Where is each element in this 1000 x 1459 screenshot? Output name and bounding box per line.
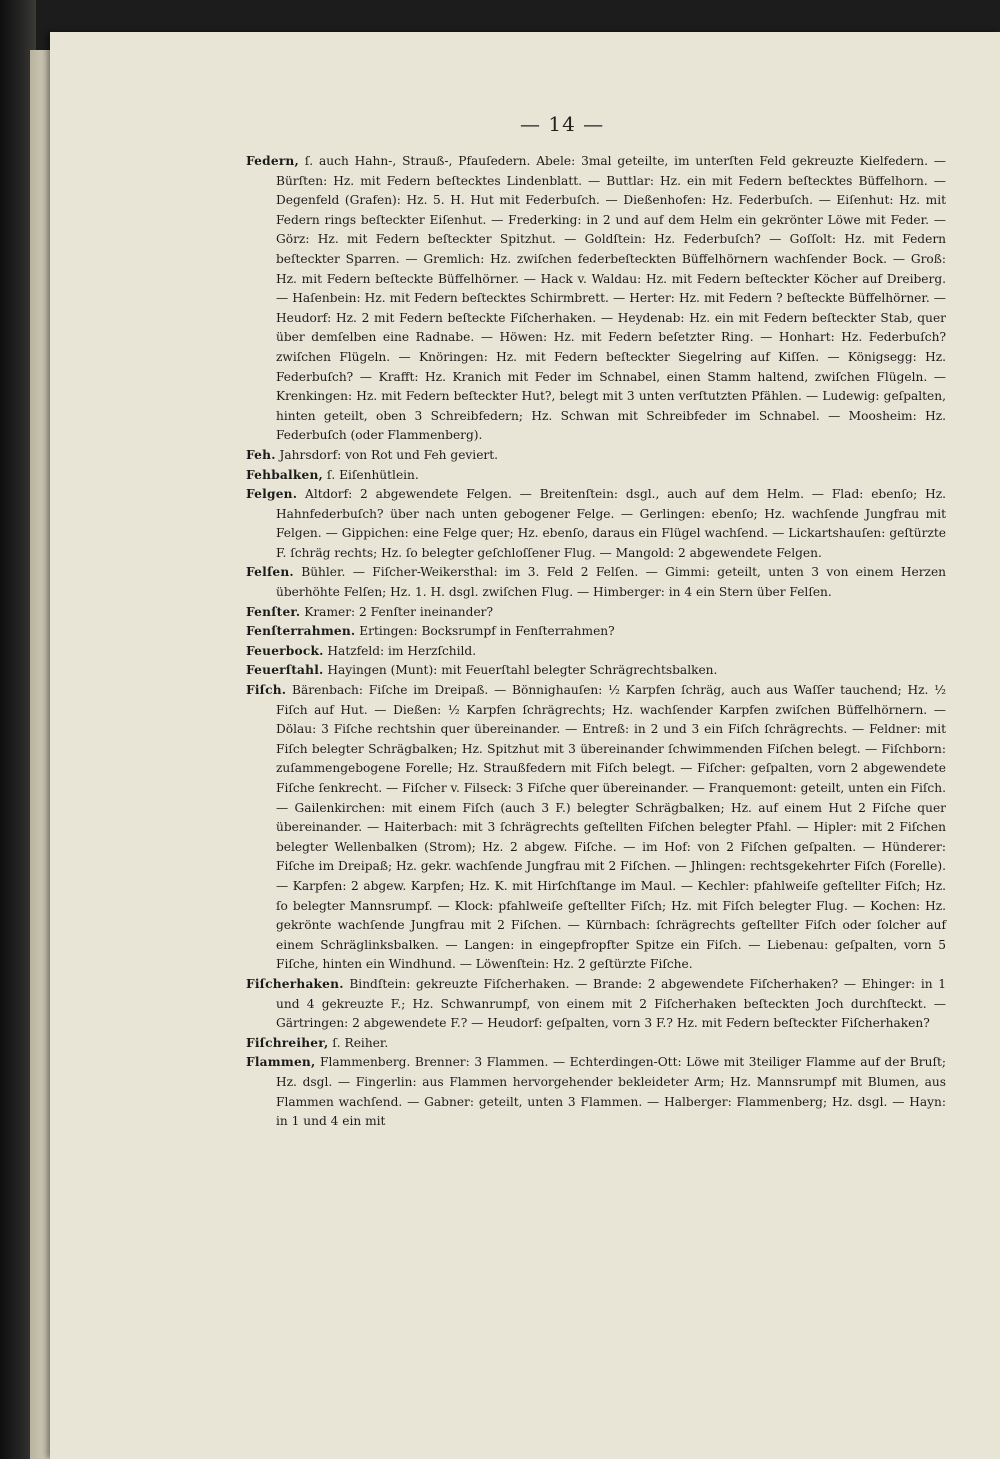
entry-fehbalken xyxy=(246,466,946,486)
entry-headword: Fenſterrahmen. xyxy=(246,624,356,639)
entry-feh xyxy=(246,446,946,466)
entry-headword: Feuerſtahl. xyxy=(246,663,324,678)
entry-headword: Felſen. xyxy=(246,565,294,580)
entry-headword: Fehbalken, xyxy=(246,467,323,482)
entry-headword: Flammen, xyxy=(246,1055,316,1070)
entry-flammen xyxy=(246,1053,946,1131)
entry-body: ſ. Eiſenhütlein. xyxy=(326,467,419,482)
entry-body: ſ. auch Hahn-, Strauß-, Pfauſedern. Abele: 3mal geteilte, im unterſten Feld gekreuzte Kielfedern. — Bürſten: Hz. mit Federn beſtecktes Lindenblatt. — Buttlar: Hz. ein mit Federn beſtecktes Büffelhorn. — Degenfeld (Grafen): Hz. 5. H. Hut mit Federbuſch. — Dießenhofen: Hz. Federbuſch. — Eiſenhut: Hz. mit Federn rings beſteckter Eiſenhut. — Frederking: in 2 und auf dem Helm ein gekrönter Löwe mit Feder. — Görz: Hz. mit Federn beſteckter Spitzhut. — Goldſtein: Hz. Federbuſch? — Goſſolt: Hz. mit Federn beſteckter Sparren. — Gremlich: Hz. zwiſchen federbeſteckten Büffelhörnern wachſender Bock. — Groß: Hz. mit Federn beſteckte Büffelhörner. — Hack v. Waldau: Hz. mit Federn beſteckter Köcher auf Dreiberg. — Haſenbein: Hz. mit Federn beſtecktes Schirmbrett. — Herter: Hz. mit Federn ? beſteckte Büffelhörner. — Heudorf: Hz. 2 mit Federn beſteckte Fiſcherhaken. — Heydenab: Hz. ein mit Federn beſteckter Stab, quer über demſelben eine Radnabe. — Höwen: Hz. mit Federn beſetzter Ring. — Honhart: Hz. Federbuſch? zwiſchen Flügeln. — Knöringen: Hz. mit Federn beſteckter Siegelring auf Kiſſen. — Königsegg: Hz. Federbuſch? — Krafft: Hz. Kranich mit Feder im Schnabel, einen Stamm haltend, zwiſchen Flügeln. — Krenkingen: Hz. mit Federn beſteckter Hut?, belegt mit 3 unten verſtutzten Pfählen. — Ludewig: geſpalten, hinten geteilt, oben 3 Schreibfedern; Hz. Schwan mit Schreibfeder im Schnabel. — Moosheim: Hz. Federbuſch (oder Flammenberg). xyxy=(276,154,946,443)
page-number: — 14 — xyxy=(520,112,605,136)
entry-felgen xyxy=(246,485,946,563)
entry-headword: Fiſchreiher, xyxy=(246,1035,329,1050)
entry-body: Hayingen (Munt): mit Feuerſtahl belegter Schrägrechtsbalken. xyxy=(327,663,718,678)
entry-fisch xyxy=(246,681,946,975)
entry-body: Hatzfeld: im Herzſchild. xyxy=(327,643,477,658)
entry-body: Bühler. — Fiſcher-Weikersthal: im 3. Feld 2 Felſen. — Gimmi: geteilt, unten 3 von einem Herzen überhöhte Felſen; Hz. 1. H. dsgl. zwiſchen Flug. — Himberger: in 4 ein Stern über Felſen. xyxy=(276,565,947,600)
entry-fensterrahmen xyxy=(246,622,946,642)
entry-feuerstahl xyxy=(246,661,946,681)
entry-body: Altdorf: 2 abgewendete Felgen. — Breitenſtein: dsgl., auch auf dem Helm. — Flad: ebenſo; Hz. Hahnfederbuſch? über nach unten gebogener Felge. — Gerlingen: ebenſo; Hz. wachſende Jungfrau mit Felgen. — Gippichen: eine Felge quer; Hz. ebenſo, daraus ein Flügel wachſend. — Lickartshauſen: geſtürzte F. ſchräg rechts; Hz. ſo belegter geſchloſſener Flug. — Mangold: 2 abgewendete Felgen. xyxy=(276,487,947,560)
entry-headword: Feuerbock. xyxy=(246,643,324,658)
entry-feuerbock xyxy=(246,642,946,662)
entry-headword: Fiſch. xyxy=(246,683,287,698)
entry-fenster xyxy=(246,603,946,623)
entry-body: Bindſtein: gekreuzte Fiſcherhaken. — Brande: 2 abgewendete Fiſcherhaken? — Ehinger: in 1 und 4 gekreuzte F.; Hz. Schwanrumpf, von einem mit 2 Fiſcherhaken beſteckten Joch durchſteckt. — Gärtringen: 2 abgewendete F.? — Heudorf: geſpalten, vorn 3 F.? Hz. mit Federn beſteckter Fiſcherhaken? xyxy=(276,976,947,1031)
entry-fischreiher xyxy=(246,1034,946,1054)
entry-federn xyxy=(246,152,946,446)
entry-headword: Feh. xyxy=(246,447,276,462)
entry-body: Kramer: 2 Fenſter ineinander? xyxy=(304,604,494,619)
entry-body: Jahrsdorf: von Rot und Feh geviert. xyxy=(279,447,499,462)
entry-body: Bärenbach: Fiſche im Dreipaß. — Bönnighauſen: ½ Karpfen ſchräg, auch aus Waſſer tauchend; Hz. ½ Fiſch auf Hut. — Dießen: ½ Karpfen ſchrägrechts; Hz. wachſender Karpfen zwiſchen Büffelhörnern. — Dölau: 3 Fiſche rechtshin quer übereinander. — Entreß: in 2 und 3 ein Fiſch ſchrägrechts. — Feldner: mit Fiſch belegter Schrägbalken; Hz. Spitzhut mit 3 übereinander ſchwimmenden Fiſchen belegt. — Fiſchborn: zuſammengebogene Forelle; Hz. Straußfedern mit Fiſch belegt. — Fiſcher: geſpalten, vorn 2 abgewendete Fiſche ſenkrecht. — Fiſcher v. Filseck: 3 Fiſche quer übereinander. — Franquemont: geteilt, unten ein Fiſch. — Gailenkirchen: mit einem Fiſch (auch 3 F.) belegter Schrägbalken; Hz. auf einem Hut 2 Fiſche quer übereinander. — Haiterbach: mit 3 ſchrägrechts geſtellten Fiſchen belegter Pfahl. — Hipler: mit 2 Fiſchen belegter Wellenbalken (Strom); Hz. 2 abgew. Fiſche. — im Hof: von 2 Fiſchen geſpalten. — Hünderer: Fiſche im Dreipaß; Hz. gekr. wachſende Jungfrau mit 2 Fiſchen. — Jhlingen: rechtsgekehrter Fiſch (Forelle). — Karpfen: 2 abgew. Karpfen; Hz. K. mit Hirſchſtange im Maul. — Kechler: pfahlweiſe geſtellter Fiſch; Hz. ſo belegter Mannsrumpf. — Klock: pfahlweiſe geſtellter Fiſch; Hz. mit Fiſch belegter Flug. — Kochen: Hz. gekrönte wachſende Jungfrau mit 2 Fiſchen. — Kürnbach: ſchrägrechts geſtellter Fiſch oder ſolcher auf einem Schräglinksbalken. — Langen: in eingepfropfter Spitze ein Fiſch. — Liebenau: geſpalten, vorn 5 Fiſche, hinten ein Windhund. — Löwenſtein: Hz. 2 geſtürzte Fiſche. xyxy=(276,683,947,972)
document-page xyxy=(50,32,1000,1459)
entry-headword: Felgen. xyxy=(246,487,298,502)
entry-body: Flammenberg. Brenner: 3 Flammen. — Echterdingen-Ott: Löwe mit 3teiliger Flamme auf der Bruſt; Hz. dsgl. — Fingerlin: aus Flammen hervorgehender bekleideter Arm; Hz. Mannsrumpf mit Blumen, aus Flammen wachſend. — Gabner: geteilt, unten 3 Flammen. — Halberger: Flammenberg; Hz. dsgl. — Hayn: in 1 und 4 ein mit xyxy=(276,1055,946,1129)
dictionary-text xyxy=(246,152,946,1132)
entry-headword: Federn, xyxy=(246,154,299,168)
entry-body: ſ. Reiher. xyxy=(332,1035,389,1050)
entry-headword: Fiſcherhaken. xyxy=(246,976,344,991)
entry-fischerhaken xyxy=(246,975,946,1034)
entry-headword: Fenſter. xyxy=(246,604,301,619)
entry-felsen xyxy=(246,563,946,602)
entry-body: Ertingen: Bocksrumpf in Fenſterrahmen? xyxy=(359,624,615,639)
